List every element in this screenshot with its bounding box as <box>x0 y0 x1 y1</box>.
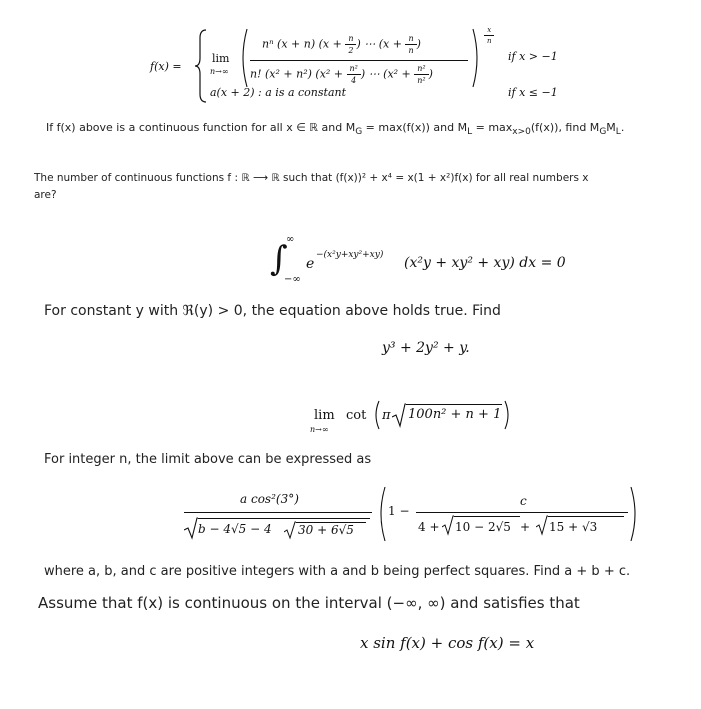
g-sub: G <box>355 127 363 138</box>
statement-a: If f(x) above is a continuous function for all x ∈ ℝ and M <box>46 121 356 134</box>
exp-den: n <box>487 37 492 45</box>
radicand: 100n² + n + 1 <box>408 407 502 422</box>
c-numerator: c <box>520 494 527 508</box>
pi: π <box>382 408 391 423</box>
numerator-end: ) <box>416 37 421 51</box>
big-right-paren <box>472 28 482 88</box>
den-inner-text: 30 + 6√5 <box>298 523 354 537</box>
radical-sign <box>392 402 406 428</box>
c-den-bar-1 <box>454 516 520 517</box>
denominator-end: ) <box>428 67 433 81</box>
problem-3-target: y³ + 2y² + y. <box>382 340 470 356</box>
g-sub-2: G <box>599 127 607 138</box>
nn-num: n <box>405 34 416 45</box>
problem-4-expression <box>180 484 640 546</box>
big-left-paren <box>238 28 248 88</box>
problem-2-line-1: The number of continuous functions f : ℝ ⟶ ℝ such that (f(x))² + x⁴ = x(1 + x²)f(x) for all real numbers x <box>34 172 589 184</box>
c-den-radical-2 <box>536 514 548 536</box>
frac-numerator: a cos²(3°) <box>240 492 299 506</box>
lim-word: lim <box>212 52 230 65</box>
c-frac-bar <box>416 512 628 513</box>
problem-4-where: where a, b, and c are positive integers with a and b being perfect squares. Find a + b + c. <box>44 564 631 579</box>
c-den-c: + <box>520 520 531 534</box>
den-sqrt-text: b − 4√5 − 4 <box>198 522 272 536</box>
c-den-a: 4 + <box>418 520 440 534</box>
statement-d: (f(x)), find M <box>530 121 600 134</box>
integral-lower: −∞ <box>284 274 301 285</box>
denominator-main: n! (x² + n²) (x² + <box>250 67 347 81</box>
condition-1: if x > −1 <box>508 50 558 63</box>
l-sub-2: L <box>615 127 621 138</box>
integral-upper: ∞ <box>286 234 295 245</box>
cot-left-paren <box>372 400 380 430</box>
exp-num: x <box>484 26 494 36</box>
integrand-rest: (x²y + xy² + xy) dx = 0 <box>404 255 566 271</box>
lim-word-2: lim <box>314 408 335 423</box>
outer-right-paren <box>630 486 640 542</box>
main-numerator <box>262 34 421 55</box>
n2-n2-den: n² <box>417 76 426 85</box>
statement-c: = max <box>472 121 513 134</box>
cases-brace <box>194 28 208 104</box>
main-denominator <box>250 64 433 85</box>
l-sub: L <box>467 127 473 138</box>
radical-bar <box>406 404 502 405</box>
c-den-bar-2 <box>548 516 624 517</box>
nn-den: n <box>408 46 414 55</box>
den-radical-sign <box>184 516 198 540</box>
lim-subscript-2: n→∞ <box>310 425 329 434</box>
n2-n2-num: n² <box>414 64 428 75</box>
outer-left-paren <box>376 486 386 542</box>
cot-right-paren <box>504 400 512 430</box>
problem-5-equation: x sin f(x) + cos f(x) = x <box>360 634 535 652</box>
den-inner-radical <box>284 520 296 540</box>
exp-base: e <box>306 256 315 272</box>
problem-4-text: For integer n, the limit above can be expressed as <box>44 452 372 467</box>
problem-1-statement: If f(x) above is a continuous function for all x ∈ ℝ and $M_G = \max(f(x))$ and $M_L = \max_{x>0}(f(x))$, find $M_GM_L$. <box>46 121 625 138</box>
numerator-main: nⁿ (x + n) (x + <box>262 37 346 51</box>
case-2: a(x + 2) : a is a constant <box>210 86 347 99</box>
problem-3-text: For constant y with ℜ(y) > 0, the equation above holds true. Find <box>44 303 501 319</box>
frac-bar <box>184 512 372 513</box>
half-den: 2 <box>348 46 354 55</box>
main-fraction-bar <box>250 60 468 61</box>
problem-4-limit <box>310 398 530 438</box>
exponent: −(x²y+xy²+xy) <box>316 250 384 260</box>
n2-4-den: 4 <box>351 76 357 85</box>
numerator-tail: ) ⋯ (x + <box>356 37 406 51</box>
problem-2-line-2: are? <box>34 189 57 201</box>
problem-3-integral <box>270 236 630 288</box>
den-radical-bar <box>198 518 370 519</box>
c-den-d: 15 + √3 <box>549 520 598 534</box>
cot: cot <box>346 408 367 423</box>
fx-label: f(x) = <box>150 60 182 73</box>
outer-exponent <box>484 26 495 45</box>
denominator-mid: ) ⋯ (x² + <box>360 67 415 81</box>
x-gt-0-sub: x>0 <box>512 127 531 138</box>
n2-4-num: n² <box>347 64 361 75</box>
one-minus: 1 − <box>388 504 410 518</box>
lim-subscript: n→∞ <box>210 67 229 76</box>
c-den-b: 10 − 2√5 <box>455 520 511 534</box>
problem-5-text: Assume that f(x) is continuous on the interval (−∞, ∞) and satisfies that <box>38 594 580 612</box>
half-num: n <box>345 34 356 45</box>
statement-b: = max(f(x)) and M <box>362 121 468 134</box>
statement-e: . <box>620 121 625 134</box>
condition-2: if x ≤ −1 <box>508 86 558 99</box>
problem-1-piecewise <box>150 26 670 106</box>
problem-2-text <box>34 170 674 204</box>
integral-sign: ∫ <box>270 239 288 279</box>
c-den-radical-1 <box>442 514 454 536</box>
